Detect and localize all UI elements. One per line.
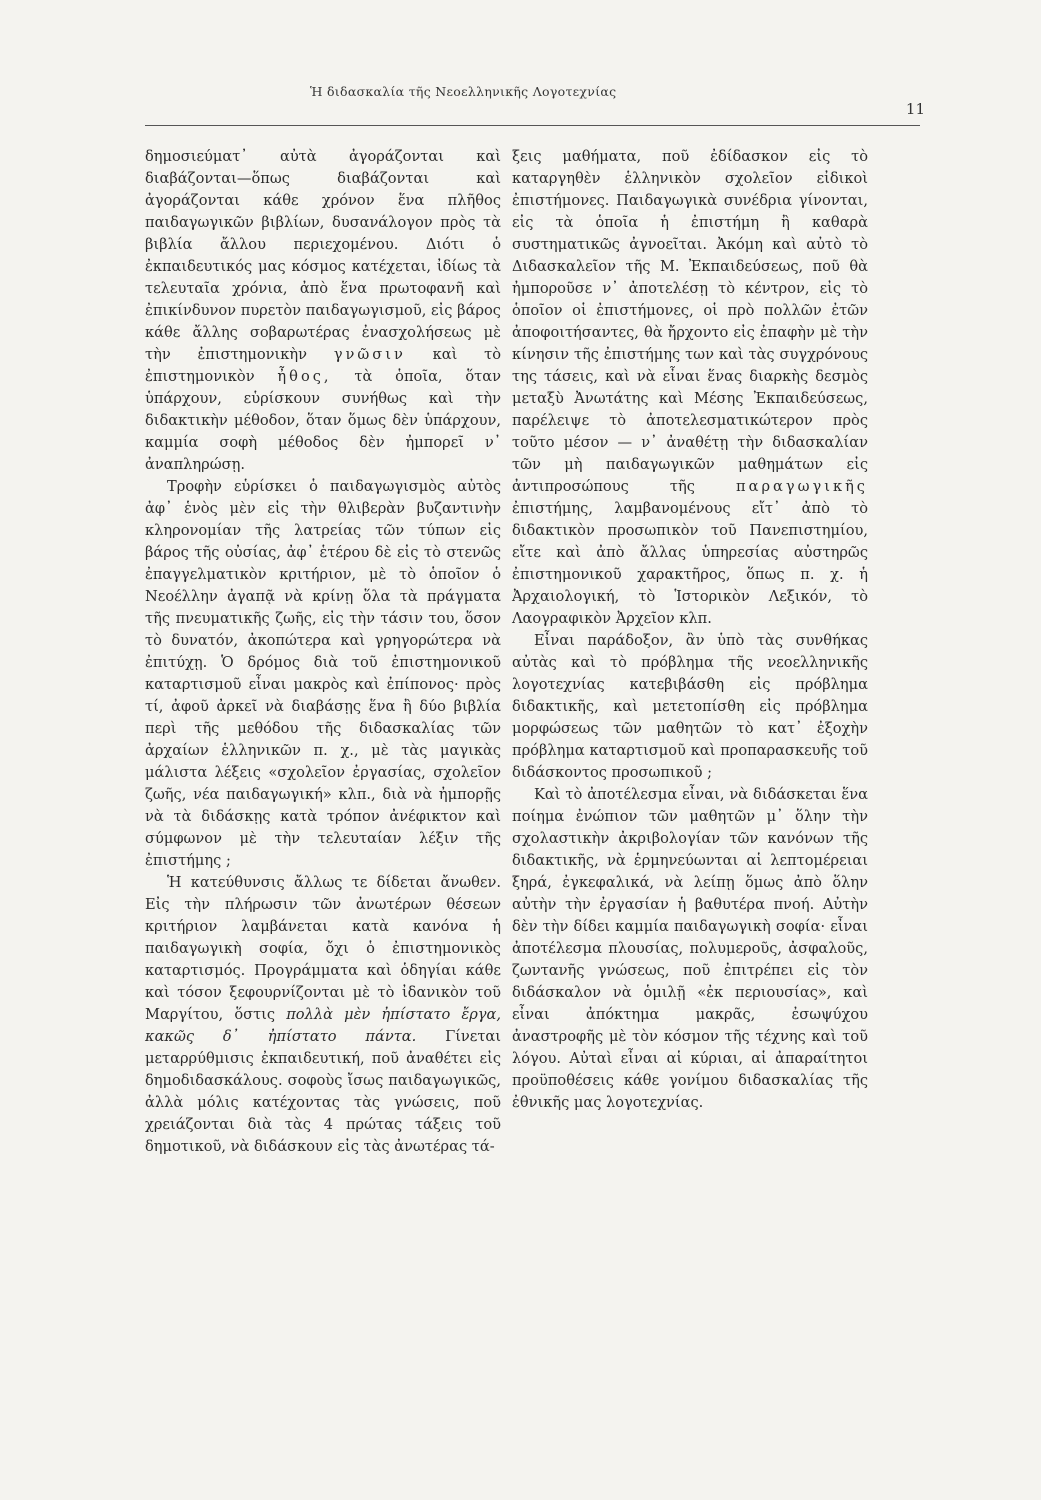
italic-quote: πολλὰ μὲν ἠπίστατο ἔργα, κακῶς δ᾿ ἠπίστατο πάντα. (145, 1006, 501, 1045)
paragraph: Τροφὴν εὑρίσκει ὁ παιδαγωγισμὸς αὐτὸς ἀφ᾿ ἑνὸς μὲν εἰς τὴν θλιβερὰν βυζαντινὴν κληρονομίαν τῆς λατρείας τῶν τύπων εἰς βάρος τῆς οὐσίας, ἀφ᾿ ἑτέρου δὲ εἰς τὸ στενῶς ἐπαγγελματικὸν κριτήριον, μὲ τὸ ὁποῖον ὁ Νεοέλλην ἀγαπᾷ νὰ κρίνῃ ὅλα τὰ πράγματα τῆς πνευματικῆς ζωῆς, εἰς τὴν τάσιν του, ὅσον τὸ δυνατόν, ἀκοπώτερα καὶ γρηγορώτερα νὰ ἐπιτύχῃ. Ὁ δρόμος διὰ τοῦ ἐπιστημονικοῦ καταρτισμοῦ εἶναι μακρὸς καὶ ἐπίπονος· πρὸς τί, ἀφοῦ ἀρκεῖ νὰ διαβάσῃς ἕνα ἢ δύο βιβλία περὶ τῆς μεθόδου τῆς διδασκαλίας τῶν ἀρχαίων ἑλληνικῶν π. χ., μὲ τὰς μαγικὰς μάλιστα λέξεις «σχολεῖον ἐργασίας, σχολεῖον ζωῆς, νέα παιδαγωγική» κλπ., διὰ νὰ ἠμπορῇς νὰ τὰ διδάσκῃς κατὰ τρόπον ἀνέφικτον καὶ σύμφωνον μὲ τὴν τελευταίαν λέξιν τῆς ἐπιστήμης ; (145, 478, 501, 869)
spaced-emphasis: ἦθος, (277, 368, 332, 385)
page-number: 11 (905, 100, 925, 118)
spaced-emphasis: παραγωγικῆς (736, 478, 868, 495)
page-header (145, 80, 925, 116)
paragraph: Καὶ τὸ ἀποτέλεσμα εἶναι, νὰ διδάσκεται ἕνα ποίημα ἐνώπιον τῶν μαθητῶν μ᾿ ὅλην τὴν σχολαστικὴν ἀκριβολογίαν τῶν κανόνων τῆς διδακτικῆς, νὰ ἑρμηνεύωνται αἱ λεπτομέρειαι ξηρά, ἐγκεφαλικά, νὰ λείπῃ ὅμως ἀπὸ ὅλην αὐτὴν τὴν ἐργασίαν ἡ βαθυτέρα πνοή. Αὐτὴν δὲν τὴν δίδει καμμία παιδαγωγικὴ σοφία· εἶναι ἀποτέλεσμα πλουσίας, πολυμεροῦς, ἀσφαλοῦς, ζωντανῆς γνώσεως, ποῦ ἐπιτρέπει εἰς τὸν διδάσκαλον νὰ ὁμιλῇ «ἐκ περιουσίας», καὶ εἶναι ἀπόκτημα μακρᾶς, ἐσωψύχου ἀναστροφῆς μὲ τὸν κόσμον τῆς τέχνης καὶ τοῦ λόγου. Αὐταὶ εἶναι αἱ κύριαι, αἱ ἀπαραίτητοι προϋποθέσεις κάθε γονίμου διδασκαλίας τῆς ἐθνικῆς μας λογοτεχνίας. (512, 786, 868, 1111)
left-column (145, 146, 501, 1158)
header-rule (145, 125, 920, 126)
paragraph: ξεις μαθήματα, ποῦ ἐδίδασκον εἰς τὸ καταργηθὲν ἑλληνικὸν σχολεῖον εἰδικοὶ ἐπιστήμονες. Παιδαγωγικὰ συνέδρια γίνονται, εἰς τὰ ὁποῖα ἡ ἐπιστήμη ἢ καθαρὰ συστηματικῶς ἀγνοεῖται. Ἀκόμη καὶ αὐτὸ τὸ Διδασκαλεῖον τῆς Μ. Ἐκπαιδεύσεως, ποῦ θὰ ἠμποροῦσε ν᾿ ἀποτελέσῃ τὸ κέντρον, εἰς τὸ ὁποῖον οἱ ἐπιστήμονες, οἱ πρὸ πολλῶν ἐτῶν ἀποφοιτήσαντες, θὰ ἤρχοντο εἰς ἐπαφὴν μὲ τὴν κίνησιν τῆς ἐπιστήμης των καὶ τὰς συγχρόνους της τάσεις, καὶ νὰ εἶναι ἕνας διαρκὴς δεσμὸς μεταξὺ Ἀνωτάτης καὶ Μέσης Ἐκπαιδεύσεως, παρέλειψε τὸ ἀποτελεσματικώτερον πρὸς τοῦτο μέσον — ν᾿ ἀναθέτῃ τὴν διδασκαλίαν τῶν μὴ παιδαγωγικῶν μαθημάτων εἰς ἀντιπροσώπους τῆς παραγωγικῆς ἐπιστήμης, λαμβανομένους εἴτ᾿ ἀπὸ τὸ διδακτικὸν προσωπικὸν τοῦ Πανεπιστημίου, εἴτε καὶ ἀπὸ ἄλλας ὑπηρεσίας αὐστηρῶς ἐπιστημονικοῦ χαρακτῆρος, ὅπως π. χ. ἡ Ἀρχαιολογική, τὸ Ἱστορικὸν Λεξικόν, τὸ Λαογραφικὸν Ἀρχεῖον κλπ. (512, 148, 868, 627)
paragraph: Εἶναι παράδοξον, ἂν ὑπὸ τὰς συνθήκας αὐτὰς καὶ τὸ πρόβλημα τῆς νεοελληνικῆς λογοτεχνίας κατεβιβάσθη εἰς πρόβλημα διδακτικῆς, καὶ μετετοπίσθη εἰς πρόβλημα μορφώσεως τῶν μαθητῶν τὸ κατ᾿ ἐξοχὴν πρόβλημα καταρτισμοῦ καὶ προπαρασκευῆς τοῦ διδάσκοντος προσωπικοῦ ; (512, 632, 868, 781)
running-title: Ἡ διδασκαλία τῆς Νεοελληνικῆς Λογοτεχνίας (310, 84, 617, 99)
paragraph: Ἡ κατεύθυνσις ἄλλως τε δίδεται ἄνωθεν. Εἰς τὴν πλήρωσιν τῶν ἀνωτέρων θέσεων κριτήριον λαμβάνεται κατὰ κανόνα ἡ παιδαγωγικὴ σοφία, ὄχι ὁ ἐπιστημονικὸς καταρτισμός. Προγράμματα καὶ ὁδηγίαι κάθε καὶ τόσον ξεφουρνίζονται μὲ τὸ ἰδανικὸν τοῦ Μαργίτου, ὅστις πολλὰ μὲν ἠπίστατο ἔργα, κακῶς δ᾿ ἠπίστατο πάντα. Γίνεται μεταρρύθμισις ἐκπαιδευτική, ποῦ ἀναθέτει εἰς δημοδιδασκάλους. σοφοὺς ἴσως παιδαγωγικῶς, ἀλλὰ μόλις κατέχοντας τὰς γνώσεις, ποῦ χρειάζονται διὰ τὰς 4 πρώτας τάξεις τοῦ δημοτικοῦ, νὰ διδάσκουν εἰς τὰς ἀνωτέρας τά- (145, 874, 502, 1155)
right-column (512, 146, 868, 1114)
spaced-emphasis: γνῶσιν (333, 346, 406, 363)
paragraph: δημοσιεύματ᾿ αὐτὰ ἀγοράζονται καὶ διαβάζονται—ὅπως διαβάζονται καὶ ἀγοράζονται κάθε χρόνον ἕνα πλῆθος παιδαγωγικῶν βιβλίων, δυσανάλογον πρὸς τὰ βιβλία ἄλλου περιεχομένου. Διότι ὁ ἐκπαιδευτικός μας κόσμος κατέχεται, ἰδίως τὰ τελευταῖα χρόνια, ἀπὸ ἕνα πρωτοφανῆ καὶ ἐπικίνδυνον πυρετὸν παιδαγωγισμοῦ, εἰς βάρος κάθε ἄλλης σοβαρωτέρας ἐνασχολήσεως μὲ τὴν ἐπιστημονικὴν γνῶσιν καὶ τὸ ἐπιστημονικὸν ἦθος, τὰ ὁποῖα, ὅταν ὑπάρχουν, εὑρίσκουν συνήθως καὶ τὴν διδακτικὴν μέθοδον, ὅταν ὅμως δὲν ὑπάρχουν, καμμία σοφὴ μέθοδος δὲν ἠμπορεῖ ν᾿ ἀναπληρώσῃ. (145, 148, 502, 473)
